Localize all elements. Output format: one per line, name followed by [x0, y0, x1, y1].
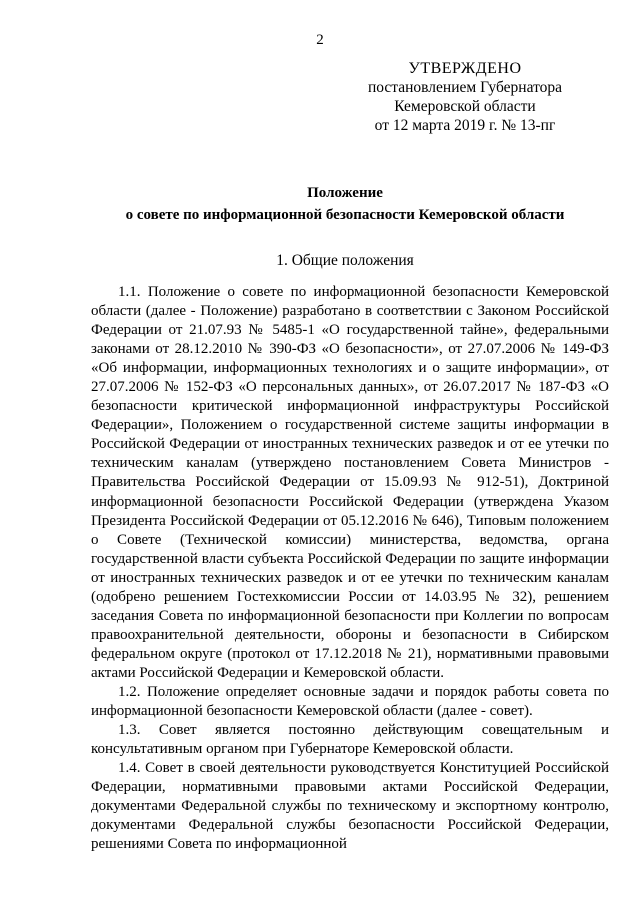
paragraph: 1.2. Положение определяет основные задачи и порядок работы совета по информационной безопасности Кемеровской области (далее - совет). — [91, 683, 609, 720]
paragraph: 1.3. Совет является постоянно действующим совещательным и консультативным органом при Губернаторе Кемеровской области. — [91, 722, 609, 758]
document-body — [91, 283, 609, 854]
approval-block — [340, 59, 590, 135]
page-number: 2 — [316, 32, 324, 48]
approval-date: от 12 марта 2019 г. № 13-пг — [374, 117, 556, 134]
section-heading: 1. Общие положения — [276, 252, 414, 269]
approval-header: УТВЕРЖДЕНО — [408, 60, 522, 77]
title-line: о совете по информационной безопасности Кемеровской области — [125, 207, 565, 223]
document-title — [80, 182, 610, 226]
approval-line: Кемеровской области — [394, 98, 536, 115]
paragraph: 1.1. Положение о совете по информационной безопасности Кемеровской области (далее - Положение) разработано в соответствии с Законом Российской Федерации от 21.07.93 № 5485-1 «О государственной тайне», федеральными законами от 28.12.2010 № 390-ФЗ «О безопасности», от 27.07.2006 № 149-ФЗ «Об информации, информационных технологиях и о защите информации», от 27.07.2006 № 152-ФЗ «О персональных данных», от 26.07.2017 № 187-ФЗ «О безопасности критической информационной инфраструктуры Российской Федерации», Положением о государственной системе защиты информации в Российской Федерации от иностранных технических разведок и от ее утечки по техническим каналам (утверждено постановлением Совета Министров - Правительства Российской Федерации от 15.09.93 № 912-51), Доктриной информационной безопасности Российской Федерации (утверждена Указом Президента Российской Федерации от 05.12.2016 № 646), Типовым положением о Совете (Технической комиссии) министерства, ведомства, органа государственной власти субъекта Российской Федерации по защите информации от иностранных технических разведок и от ее утечки по техническим каналам (одобрено решением Гостехкомиссии России от 14.03.95 № 32), решением заседания Совета по информационной безопасности при Коллегии по вопросам правоохранительной деятельности, обороны и безопасности в Сибирском федеральном округе (протокол от 17.12.2018 № 21), нормативными правовыми актами Российской Федерации и Кемеровской области. — [91, 284, 609, 681]
approval-line: постановлением Губернатора — [367, 79, 563, 96]
paragraph: 1.4. Совет в своей деятельности руководствуется Конституцией Российской Федерации, нормативными правовыми актами Российской Федерации, документами Федеральной службы по техническому и экспортному контролю, документами Федеральной службы безопасности Российской Федерации, решениями Совета по информационной — [91, 760, 609, 853]
title-line: Положение — [307, 185, 383, 201]
